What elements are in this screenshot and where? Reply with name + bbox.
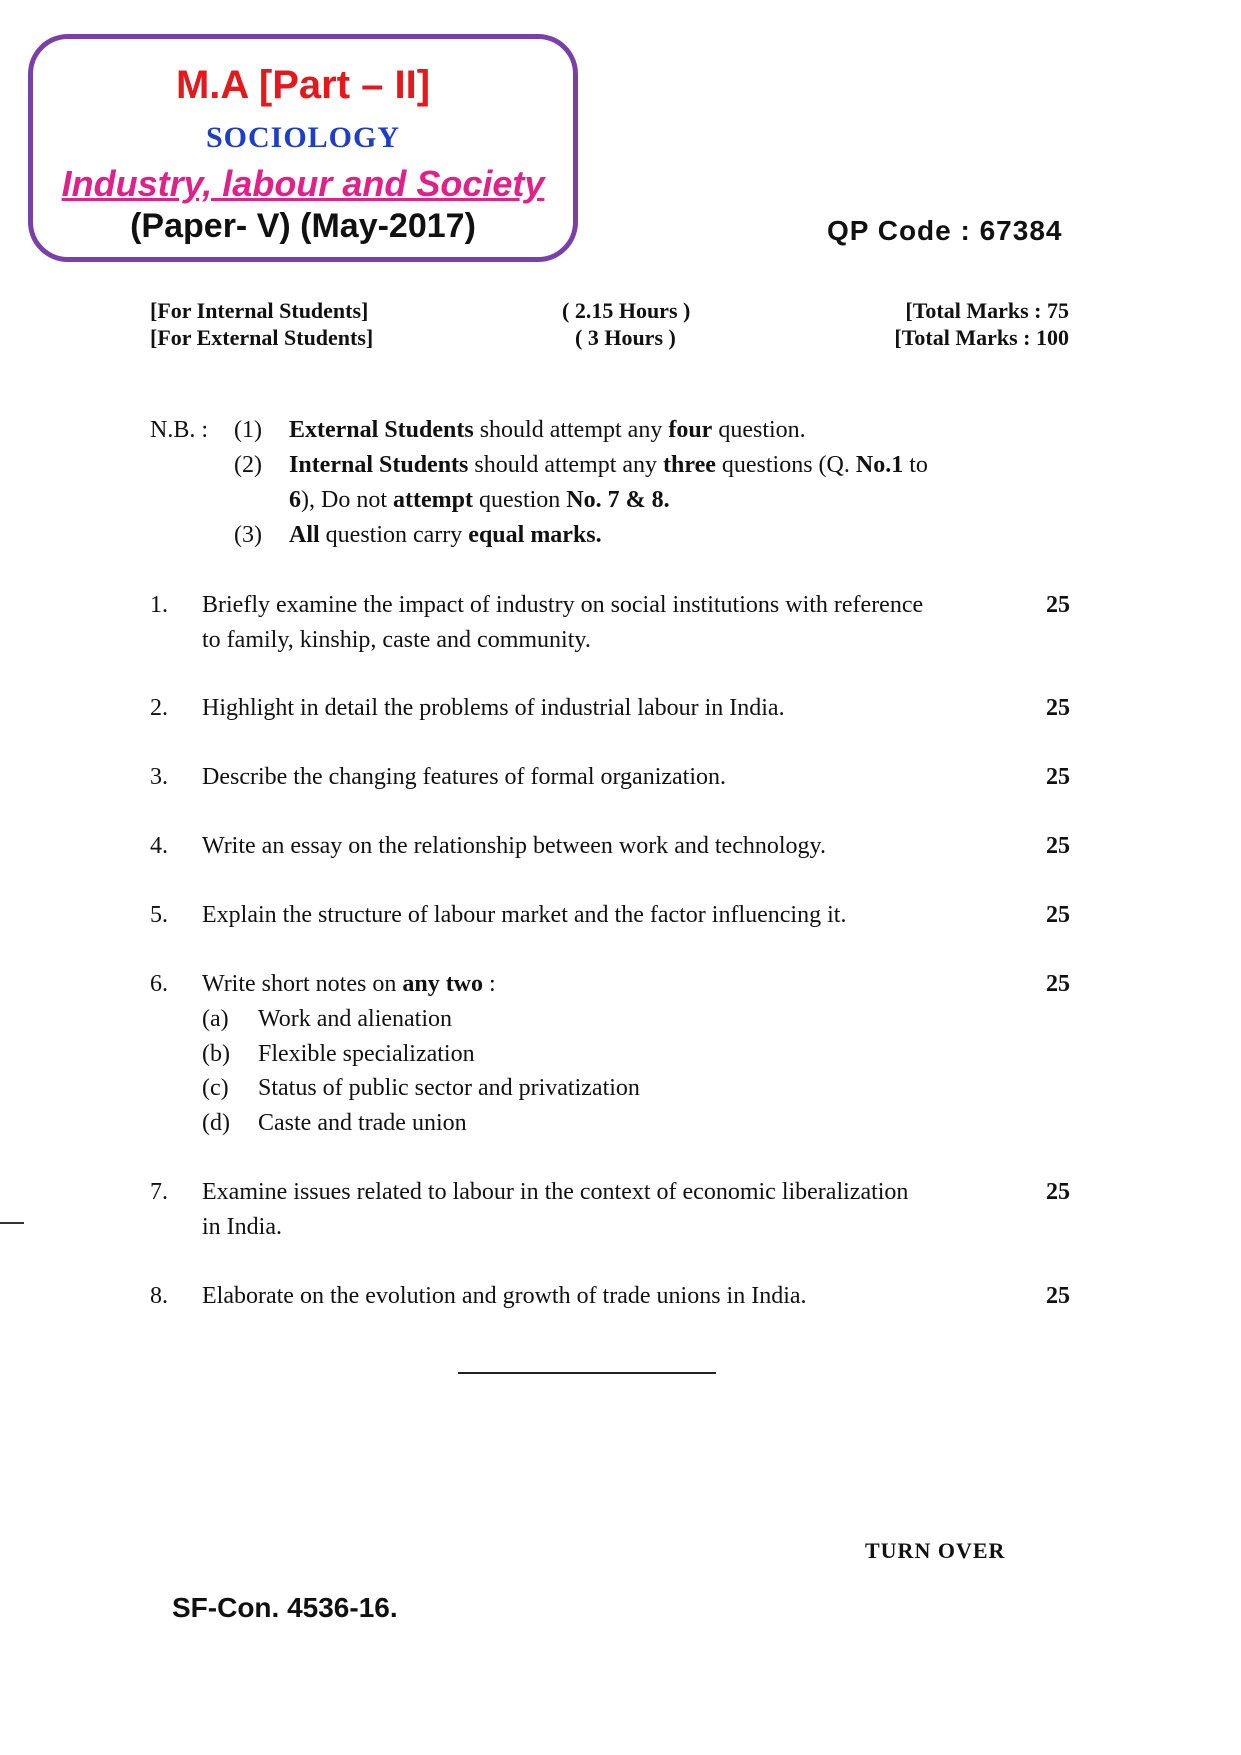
internal-marks: [Total Marks : 75 [905, 298, 1069, 323]
margin-mark [0, 1222, 24, 1224]
question-number: 6. [150, 971, 168, 997]
question-marks: 25 [1046, 1283, 1070, 1309]
turn-over-label: TURN OVER [865, 1538, 1006, 1563]
question-number: 5. [150, 902, 168, 928]
nb-label: N.B. : [150, 417, 209, 443]
question-marks: 25 [1046, 833, 1070, 859]
subpart-text: Flexible specialization [258, 1041, 475, 1067]
subpart-text: Caste and trade union [258, 1110, 467, 1136]
subpart-letter: (a) [202, 1006, 229, 1032]
subpart-letter: (b) [202, 1041, 230, 1067]
question-text: Describe the changing features of formal organization. [202, 764, 727, 790]
end-rule [458, 1372, 716, 1374]
question-number: 3. [150, 764, 168, 790]
question-text: Highlight in detail the problems of industrial labour in India. [202, 695, 785, 721]
question-text: Write short notes on any two : [202, 971, 496, 997]
question-number: 7. [150, 1179, 168, 1205]
paper-title: Industry, labour and Society [61, 163, 545, 204]
internal-students-label: [For Internal Students] [150, 298, 369, 323]
degree-title: M.A [Part – II] [175, 63, 431, 107]
question-number: 8. [150, 1283, 168, 1309]
question-marks: 25 [1046, 592, 1070, 618]
instruction-number: (1) [234, 417, 262, 443]
question-text: Explain the structure of labour market and the factor influencing it. [202, 902, 847, 928]
subpart-letter: (d) [202, 1110, 230, 1136]
footer-code: SF-Con. 4536-16. [172, 1592, 398, 1623]
question-number: 1. [150, 592, 168, 618]
question-marks: 25 [1046, 971, 1070, 997]
question-text: Examine issues related to labour in the context of economic liberalization in India. [202, 1179, 909, 1240]
question-marks: 25 [1046, 764, 1070, 790]
question-marks: 25 [1046, 695, 1070, 721]
paper-info: (Paper- V) (May-2017) [130, 207, 476, 245]
instruction-number: (2) [234, 452, 262, 478]
instruction-text: Internal Students should attempt any three questions (Q. No.1 to 6), Do not attempt question No. 7 & 8. [289, 452, 928, 513]
question-text: Briefly examine the impact of industry on social institutions with reference to family, kinship, caste and community. [202, 592, 924, 653]
instruction-text: All question carry equal marks. [289, 522, 602, 548]
header-box [28, 34, 578, 262]
subject-title: SOCIOLOGY [205, 121, 401, 154]
question-text: Write an essay on the relationship between work and technology. [202, 833, 826, 859]
subpart-text: Work and alienation [258, 1006, 453, 1032]
question-text: Elaborate on the evolution and growth of trade unions in India. [202, 1283, 807, 1309]
subpart-letter: (c) [202, 1075, 229, 1101]
external-students-label: [For External Students] [150, 325, 374, 350]
instruction-text: External Students should attempt any four question. [289, 417, 806, 443]
instruction-number: (3) [234, 522, 262, 548]
question-marks: 25 [1046, 902, 1070, 928]
internal-duration: ( 2.15 Hours ) [562, 298, 691, 323]
subpart-text: Status of public sector and privatization [258, 1075, 640, 1101]
question-marks: 25 [1046, 1179, 1070, 1205]
external-marks: [Total Marks : 100 [894, 325, 1069, 350]
question-number: 2. [150, 695, 168, 721]
question-number: 4. [150, 833, 168, 859]
external-duration: ( 3 Hours ) [575, 325, 676, 350]
qp-code: QP Code : 67384 [827, 215, 1063, 246]
